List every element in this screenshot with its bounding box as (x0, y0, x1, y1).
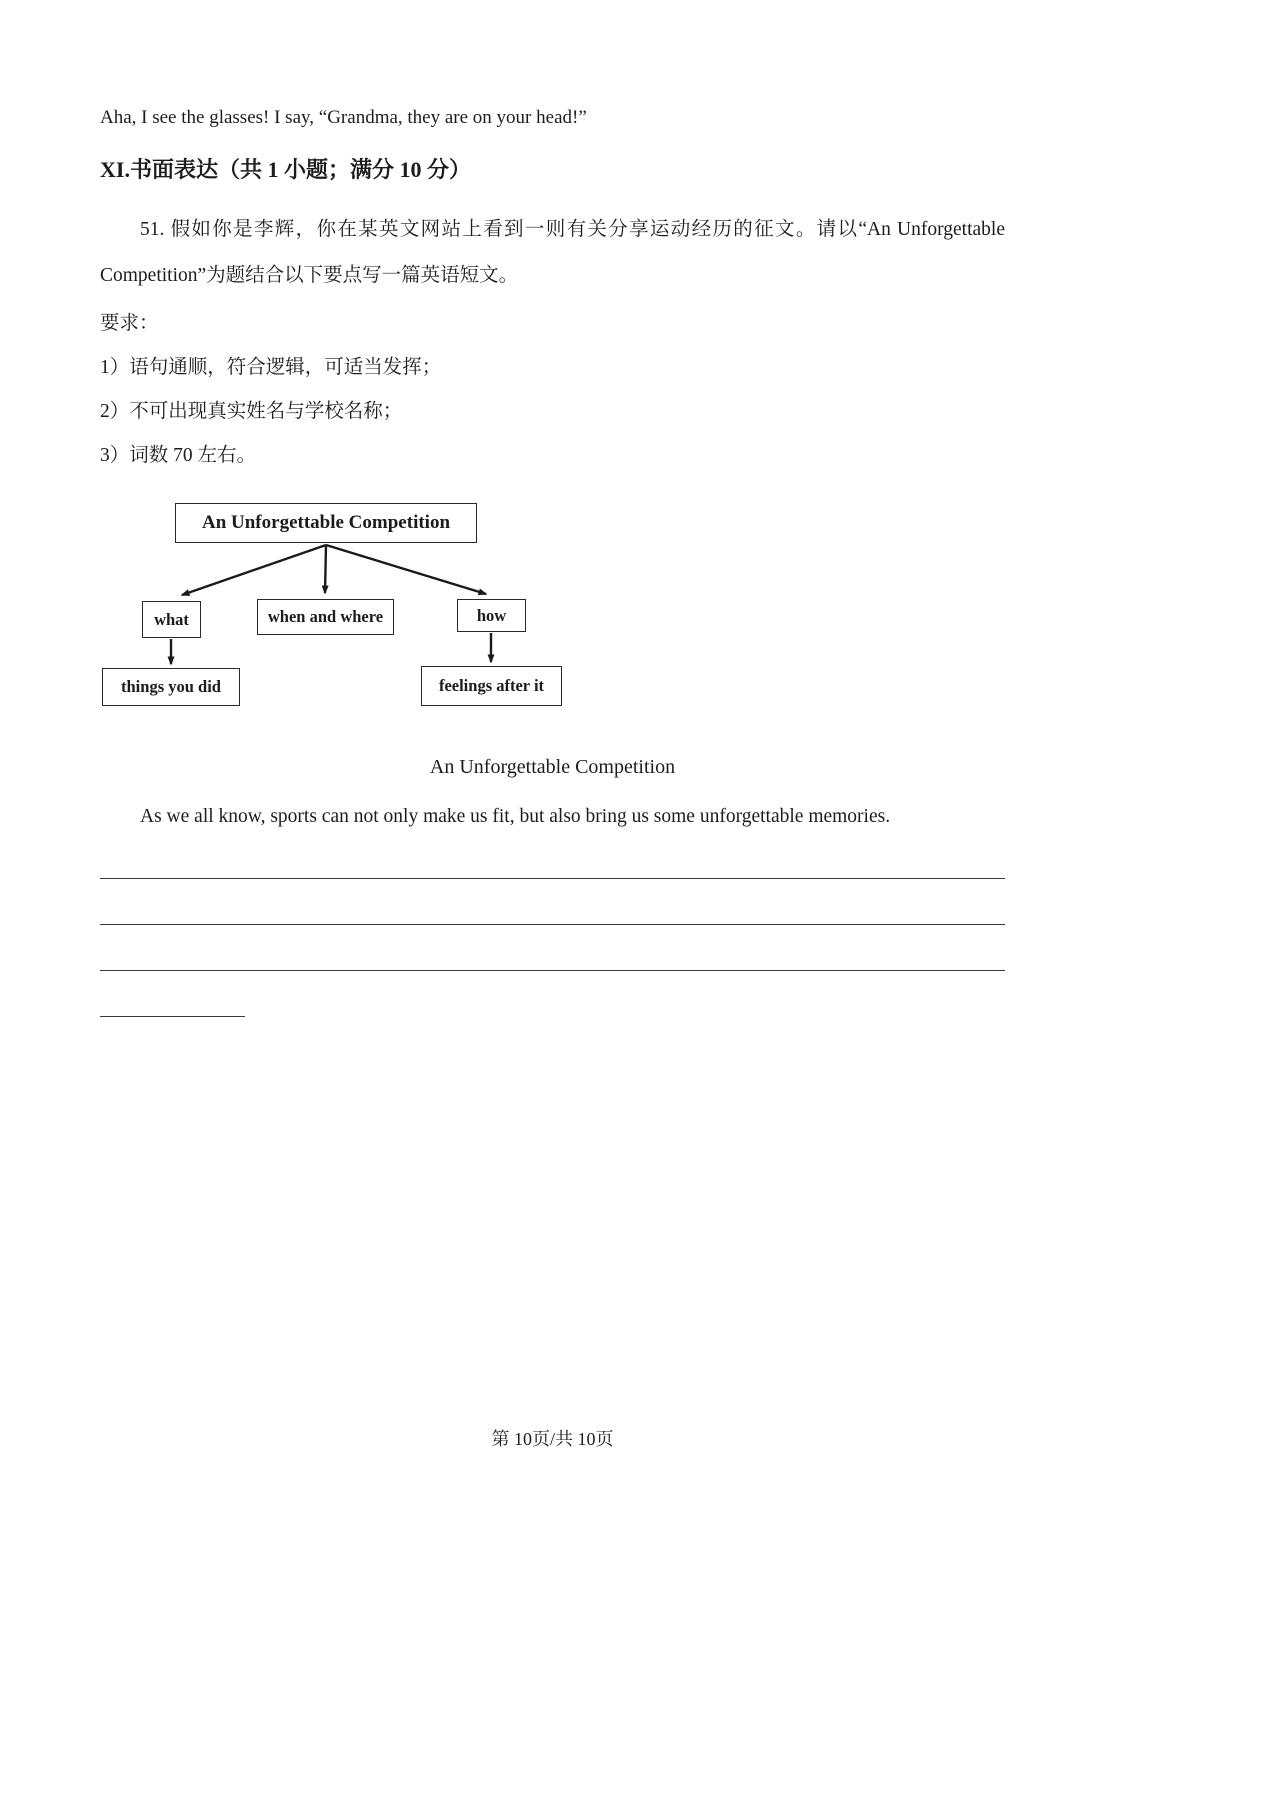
essay-opening-sentence: As we all know, sports can not only make us fit, but also bring us some unforgettable memories. (140, 806, 891, 827)
requirement-item-3: 3）词数 70 左右。 (100, 445, 257, 466)
diagram-node-how: how (457, 599, 526, 632)
mind-map-diagram (100, 503, 700, 715)
diagram-node-things-you-did: things you did (102, 668, 240, 706)
essay-title: An Unforgettable Competition (429, 756, 676, 778)
page-number-footer: 第 10页/共 10页 (491, 1429, 614, 1449)
writing-line-4-short (100, 971, 245, 1017)
writing-area (100, 833, 1005, 1017)
requirements-label: 要求： (100, 313, 159, 334)
writing-prompt: 51. 假如你是李辉，你在某英文网站上看到一则有关分享运动经历的征文。请以“An Unforgettable Competition”为题结合以下要点写一篇英语短文。 (100, 219, 1005, 286)
requirement-item-2: 2）不可出现真实姓名与学校名称； (100, 401, 403, 422)
writing-line-2 (100, 879, 1005, 925)
requirement-item-1: 1）语句通顺，符合逻辑，可适当发挥； (100, 357, 442, 378)
page-content (100, 105, 1005, 1017)
diagram-node-when-and-where: when and where (257, 599, 394, 635)
diagram-node-feelings: feelings after it (421, 666, 562, 706)
story-closing-line: Aha, I see the glasses! I say, “Grandma, they are on your head!” (100, 107, 587, 128)
diagram-node-what: what (142, 601, 201, 638)
writing-line-1 (100, 833, 1005, 879)
diagram-node-root: An Unforgettable Competition (175, 503, 477, 543)
section-heading: XI.书面表达（共 1 小题；满分 10 分） (100, 157, 471, 182)
writing-line-3 (100, 925, 1005, 971)
